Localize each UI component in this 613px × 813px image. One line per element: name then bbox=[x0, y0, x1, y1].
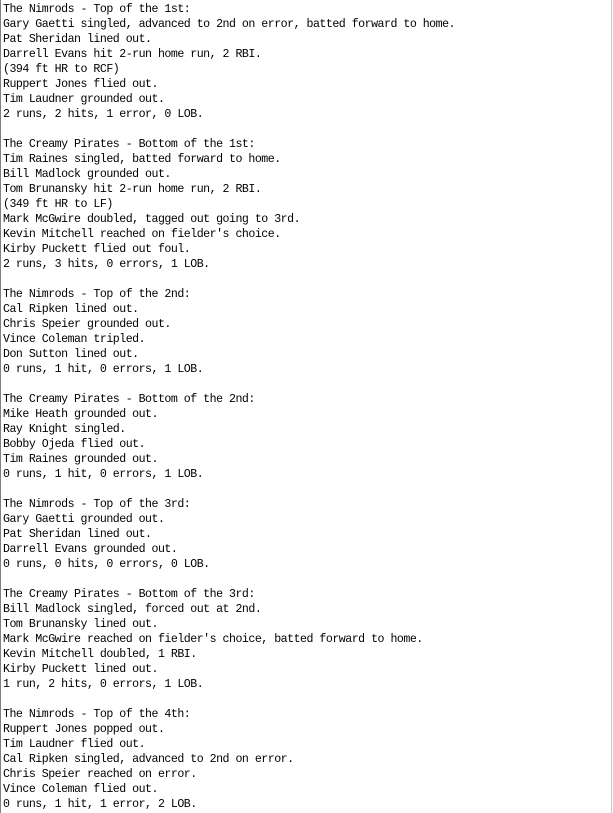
play-line: Mike Heath grounded out. bbox=[3, 408, 158, 421]
play-line: Ray Knight singled. bbox=[3, 423, 126, 436]
inning-header: The Nimrods - Top of the 2nd: bbox=[3, 288, 191, 301]
inning-header: The Creamy Pirates - Bottom of the 1st: bbox=[3, 138, 255, 151]
inning-block bbox=[3, 707, 611, 812]
play-line: Tim Laudner flied out. bbox=[3, 738, 146, 751]
play-line: Ruppert Jones flied out. bbox=[3, 78, 158, 91]
play-line: Tom Brunansky hit 2-run home run, 2 RBI. bbox=[3, 183, 262, 196]
play-line: Darrell Evans hit 2-run home run, 2 RBI. bbox=[3, 48, 262, 61]
play-line: Tom Brunansky lined out. bbox=[3, 618, 158, 631]
inning-header: The Creamy Pirates - Bottom of the 2nd: bbox=[3, 393, 255, 406]
inning-header: The Nimrods - Top of the 3rd: bbox=[3, 498, 191, 511]
play-line: Kevin Mitchell doubled, 1 RBI. bbox=[3, 648, 197, 661]
play-line: (394 ft HR to RCF) bbox=[3, 63, 120, 76]
inning-summary: 0 runs, 1 hit, 0 errors, 1 LOB. bbox=[3, 468, 204, 481]
play-by-play-log bbox=[3, 2, 611, 813]
play-line: Vince Coleman tripled. bbox=[3, 333, 146, 346]
inning-block bbox=[3, 2, 611, 122]
inning-summary: 2 runs, 2 hits, 1 error, 0 LOB. bbox=[3, 108, 204, 121]
inning-block bbox=[3, 392, 611, 482]
play-line: Kirby Puckett flied out foul. bbox=[3, 243, 191, 256]
play-line: Chris Speier reached on error. bbox=[3, 768, 197, 781]
play-line: Vince Coleman flied out. bbox=[3, 783, 158, 796]
play-line: Gary Gaetti singled, advanced to 2nd on error, batted forward to home. bbox=[3, 18, 456, 31]
play-line: Pat Sheridan lined out. bbox=[3, 33, 152, 46]
play-line: Darrell Evans grounded out. bbox=[3, 543, 178, 556]
inning-summary: 1 run, 2 hits, 0 errors, 1 LOB. bbox=[3, 678, 204, 691]
inning-summary: 0 runs, 1 hit, 0 errors, 1 LOB. bbox=[3, 363, 204, 376]
inning-summary: 2 runs, 3 hits, 0 errors, 1 LOB. bbox=[3, 258, 210, 271]
play-line: Chris Speier grounded out. bbox=[3, 318, 171, 331]
inning-block bbox=[3, 587, 611, 692]
inning-header: The Nimrods - Top of the 1st: bbox=[3, 3, 191, 16]
play-line: Tim Raines singled, batted forward to home. bbox=[3, 153, 281, 166]
play-line: Mark McGwire reached on fielder's choice, batted forward to home. bbox=[3, 633, 423, 646]
play-line: Cal Ripken lined out. bbox=[3, 303, 139, 316]
inning-header: The Nimrods - Top of the 4th: bbox=[3, 708, 191, 721]
inning-summary: 0 runs, 1 hit, 1 error, 2 LOB. bbox=[3, 798, 197, 811]
play-line: (349 ft HR to LF) bbox=[3, 198, 113, 211]
play-line: Bobby Ojeda flied out. bbox=[3, 438, 146, 451]
play-line: Ruppert Jones popped out. bbox=[3, 723, 165, 736]
play-line: Pat Sheridan lined out. bbox=[3, 528, 152, 541]
play-line: Tim Laudner grounded out. bbox=[3, 93, 165, 106]
play-line: Tim Raines grounded out. bbox=[3, 453, 158, 466]
inning-header: The Creamy Pirates - Bottom of the 3rd: bbox=[3, 588, 255, 601]
inning-block bbox=[3, 497, 611, 572]
play-line: Kirby Puckett lined out. bbox=[3, 663, 158, 676]
inning-block bbox=[3, 137, 611, 272]
play-line: Don Sutton lined out. bbox=[3, 348, 139, 361]
play-line: Gary Gaetti grounded out. bbox=[3, 513, 165, 526]
play-line: Mark McGwire doubled, tagged out going to 3rd. bbox=[3, 213, 301, 226]
play-line: Bill Madlock grounded out. bbox=[3, 168, 171, 181]
inning-summary: 0 runs, 0 hits, 0 errors, 0 LOB. bbox=[3, 558, 210, 571]
play-line: Bill Madlock singled, forced out at 2nd. bbox=[3, 603, 262, 616]
play-line: Kevin Mitchell reached on fielder's choice. bbox=[3, 228, 281, 241]
inning-block bbox=[3, 287, 611, 377]
play-line: Cal Ripken singled, advanced to 2nd on error. bbox=[3, 753, 294, 766]
